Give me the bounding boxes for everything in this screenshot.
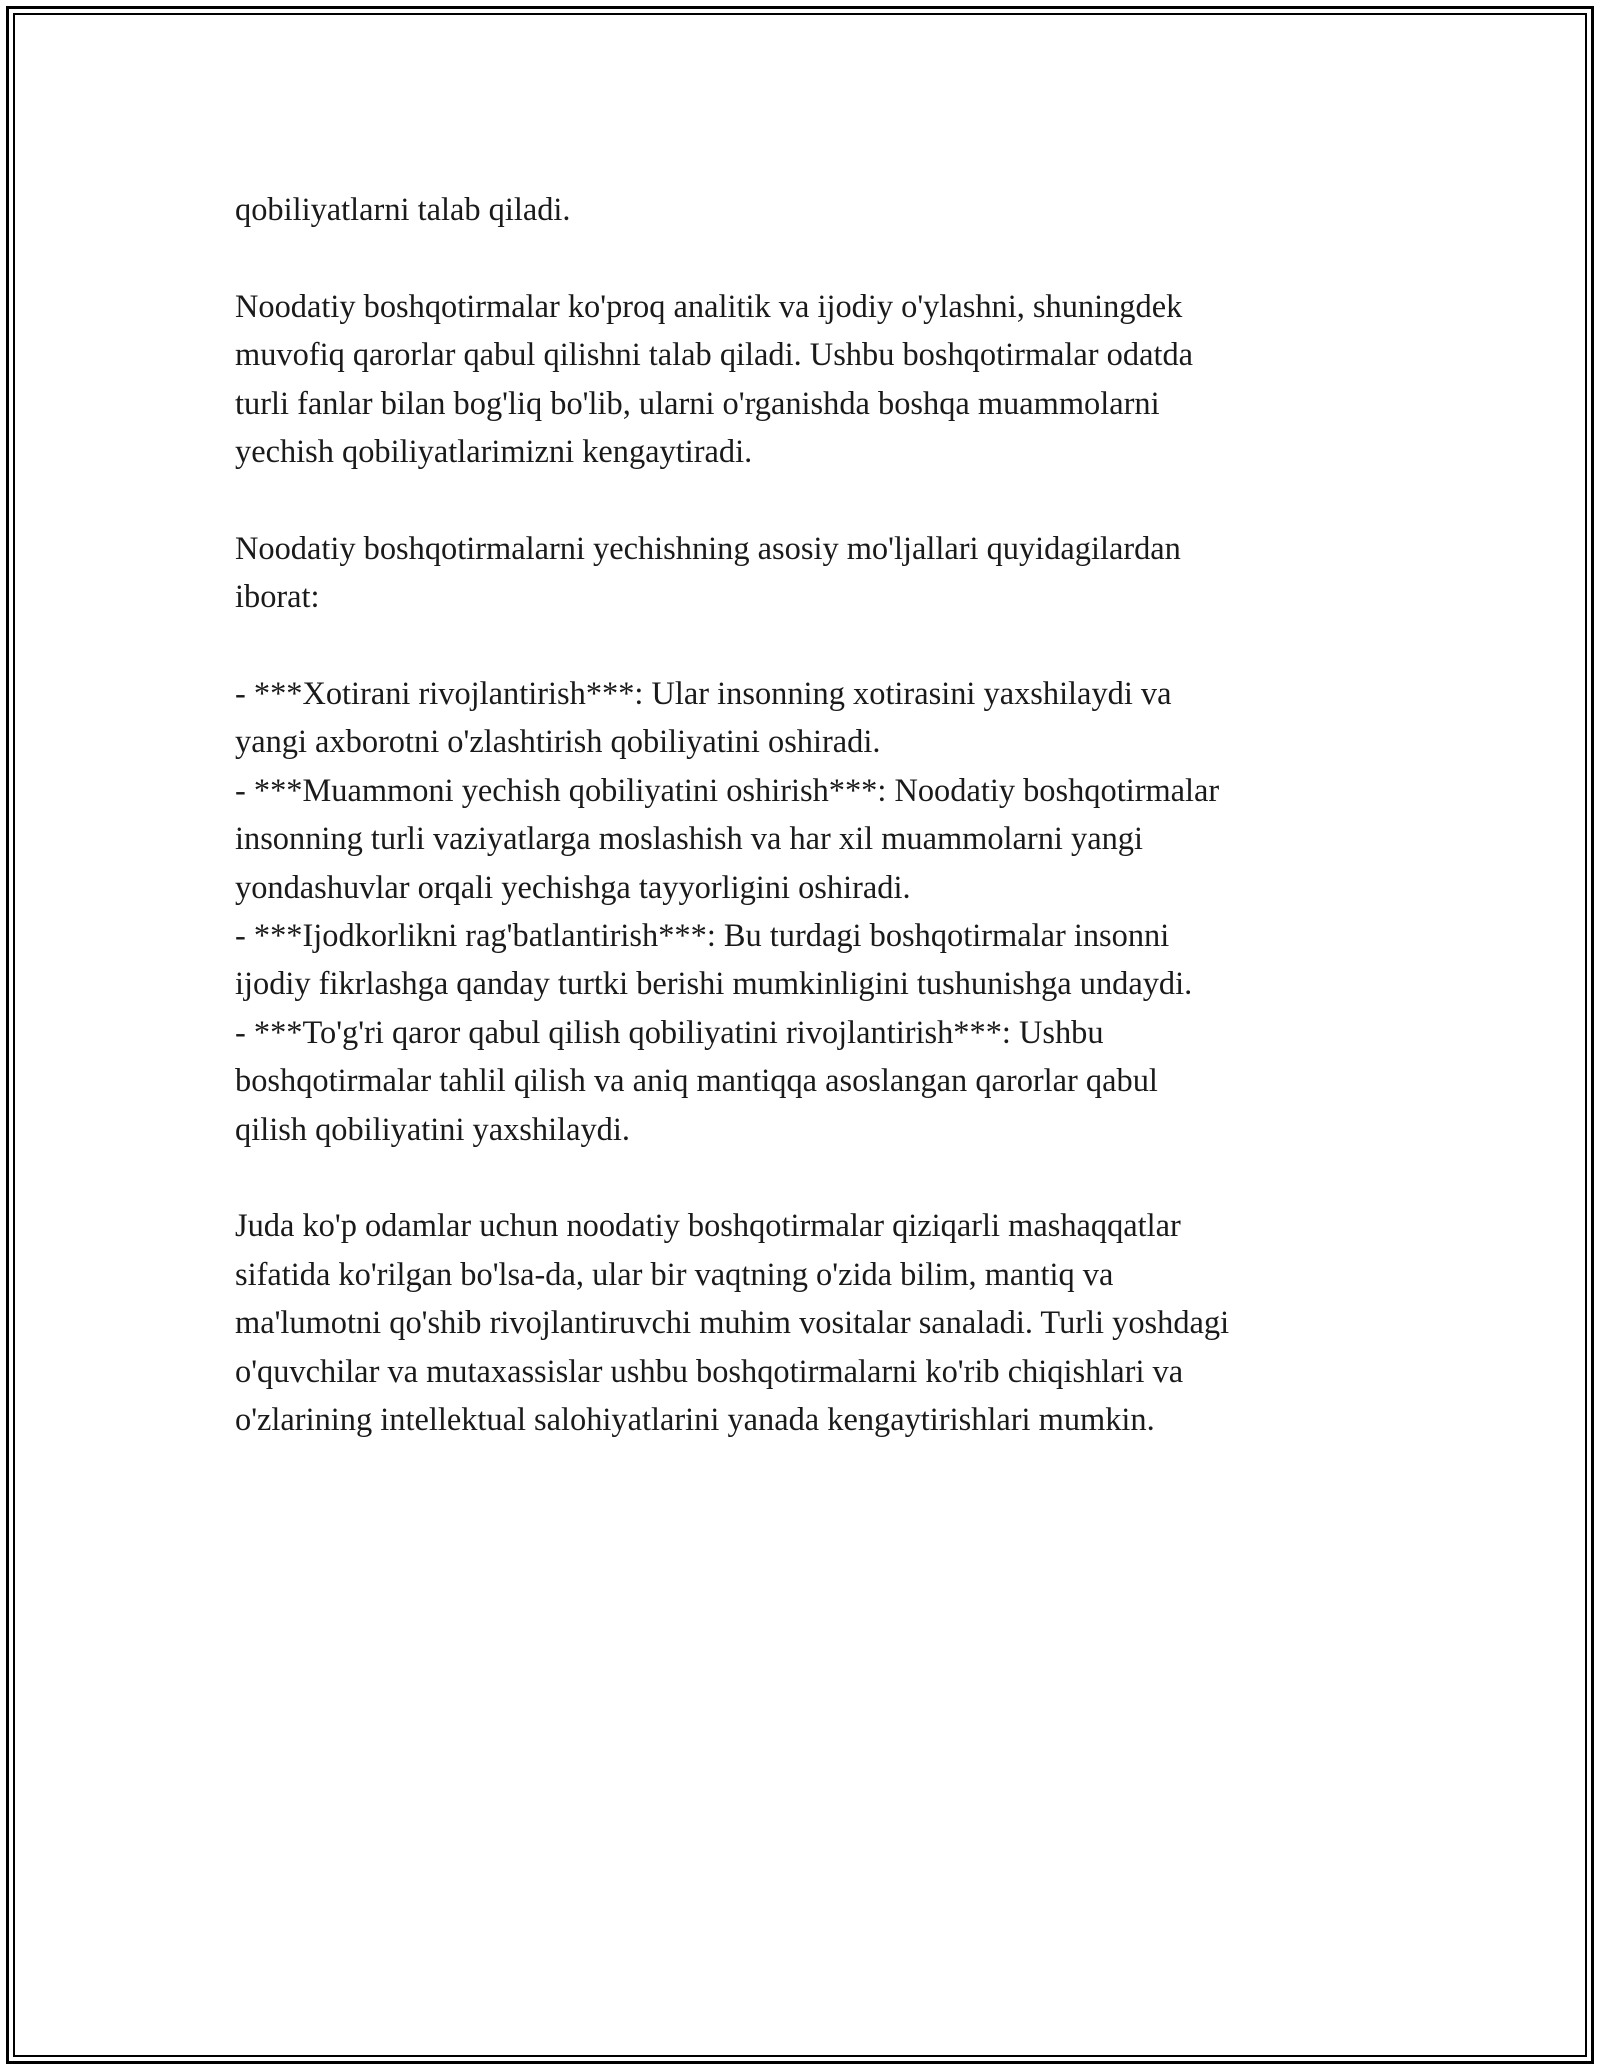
document-body: [235, 186, 1385, 1445]
goals-list: - ***Xotirani rivojlantirish***: Ular insonning xotirasini yaxshilaydi va yangi axborotni o'zlashtirish qobiliyatini oshiradi. - ***Muammoni yechish qobiliyatini oshirish***: Noodatiy boshqotirmalar insonning turli vaziyatlarga moslashish va har xil muammolarni yangi yondashuvlar orqali yechishga tayyorligini oshiradi. - ***Ijodkorlikni rag'batlantirish***: Bu turdagi boshqotirmalar insonni ijodiy fikrlashga qanday turtki berishi mumkinligini tushunishga undaydi. - ***To'g'ri qaror qabul qilish qobiliyatini rivojlantirish***: Ushbu boshqotirmalar tahlil qilish va aniq mantiqqa asoslangan qarorlar qabul qilish qobiliyatini yaxshilaydi.: [235, 676, 1220, 1148]
paragraph-conclusion: Juda ko'p odamlar uchun noodatiy boshqotirmalar qiziqarli mashaqqatlar sifatida ko'rilgan bo'lsa-da, ular bir vaqtning o'zida bilim, mantiq va ma'lumotni qo'shib rivojlantiruvchi muhim vositalar sanaladi. Turli yoshdagi o'quvchilar va mutaxassislar ushbu boshqotirmalarni ko'rib chiqishlari va o'zlarining intellektual salohiyatlarini yanada kengaytirishlari mumkin.: [235, 1208, 1230, 1439]
paragraph-goals-heading: Noodatiy boshqotirmalarni yechishning asosiy mo'ljallari quyidagilardan iborat:: [235, 530, 1181, 616]
paragraph-intro: Noodatiy boshqotirmalar ko'proq analitik va ijodiy o'ylashni, shuningdek muvofiq qarorlar qabul qilishni talab qiladi. Ushbu boshqotirmalar odatda turli fanlar bilan bog'liq bo'lib, ularni o'rganishda boshqa muammolarni yechish qobiliyatlarimizni kengaytiradi.: [235, 288, 1194, 471]
paragraph-continuation: qobiliyatlarni talab qiladi.: [235, 192, 571, 228]
